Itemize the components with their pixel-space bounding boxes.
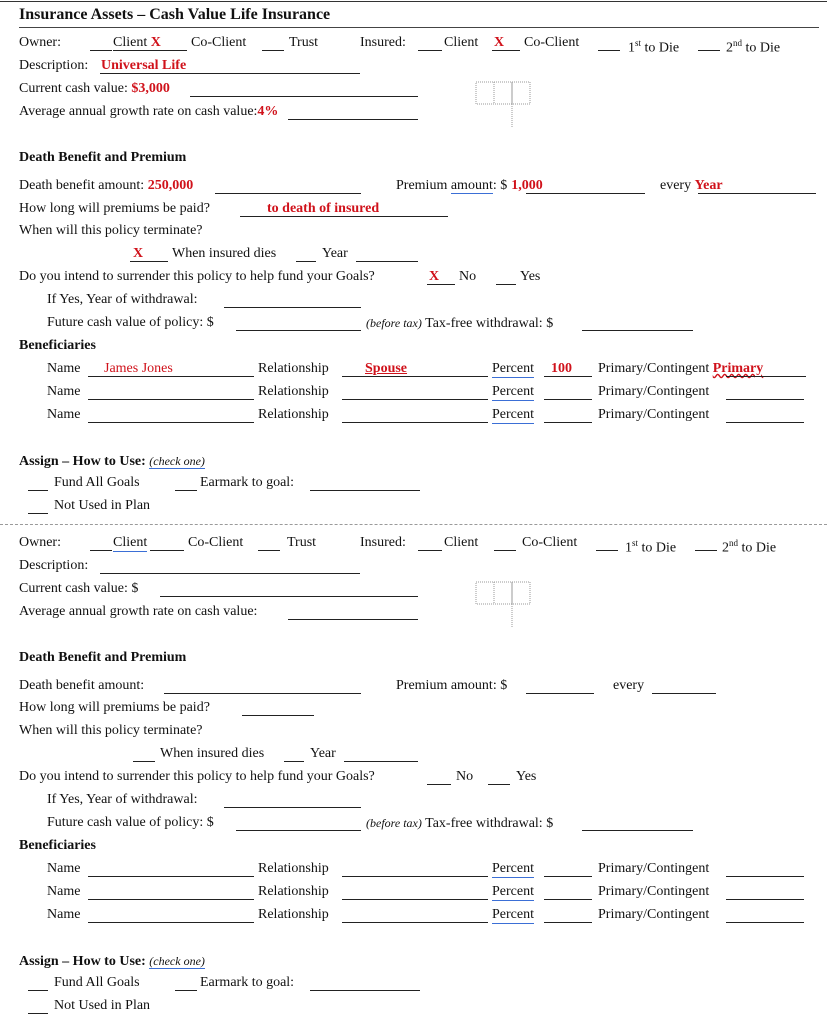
beneficiary-6-relationship-label: Relationship	[258, 907, 329, 922]
tax-free-withdrawal-label: (before tax) Tax-free withdrawal: $	[366, 316, 554, 331]
insured-co-client-option-2[interactable]: Co-Client	[522, 535, 578, 550]
beneficiary-1-relationship-value[interactable]: Spouse	[365, 361, 408, 376]
premium-frequency: every Year	[660, 178, 723, 193]
when-insured-dies-option[interactable]: When insured dies	[172, 246, 277, 261]
death-benefit-heading-2: Death Benefit and Premium	[19, 650, 187, 665]
beneficiary-5-name-label: Name	[47, 884, 81, 899]
beneficiary-1-name-value[interactable]: James Jones	[104, 361, 173, 376]
assign-heading: Assign – How to Use: (check one)	[19, 454, 205, 469]
beneficiary-5-relationship-label: Relationship	[258, 884, 329, 899]
when-insured-dies-option-2[interactable]: When insured dies	[160, 746, 265, 761]
beneficiary-1-name-label: Name	[47, 361, 81, 376]
owner-label-2: Owner:	[19, 535, 61, 550]
second-to-die-option[interactable]: 2nd to Die	[726, 38, 781, 56]
beneficiary-5-designation-label: Primary/Contingent	[598, 884, 710, 899]
year-of-withdrawal-label-2: If Yes, Year of withdrawal:	[47, 792, 198, 807]
beneficiary-4-relationship-label: Relationship	[258, 861, 329, 876]
terminate-dies-mark: X	[133, 246, 144, 261]
page-title: Insurance Assets – Cash Value Life Insurance	[19, 6, 331, 23]
first-to-die-option[interactable]: 1st to Die	[628, 38, 680, 56]
beneficiary-2-percent-label: Percent	[492, 384, 534, 399]
worksheet-grid-icon	[475, 80, 535, 130]
beneficiary-2-name-label: Name	[47, 384, 81, 399]
cash-value-value[interactable]: $3,000	[131, 81, 170, 96]
beneficiary-3-designation-label: Primary/Contingent	[598, 407, 710, 422]
terminate-year-option[interactable]: Year	[322, 246, 348, 261]
future-cash-value-label-2: Future cash value of policy: $	[47, 815, 214, 830]
not-used-in-plan-option-2[interactable]: Not Used in Plan	[54, 998, 151, 1013]
beneficiary-6-percent-label: Percent	[492, 907, 534, 922]
beneficiary-1-designation-label: Primary/Contingent Primary	[598, 361, 764, 376]
earmark-goal-option-2[interactable]: Earmark to goal:	[200, 975, 295, 990]
insured-client-option-2[interactable]: Client	[444, 535, 479, 550]
surrender-no-option[interactable]: No	[459, 269, 477, 284]
tax-free-withdrawal-label-2: (before tax) Tax-free withdrawal: $	[366, 816, 554, 831]
insured-co-client-mark: X	[494, 35, 505, 50]
premium-value[interactable]: 1,000	[511, 178, 543, 193]
beneficiary-1-percent-value[interactable]: 100	[551, 361, 572, 376]
surrender-no-option-2[interactable]: No	[456, 769, 474, 784]
insured-label-2: Insured:	[360, 535, 406, 550]
future-cash-value-label: Future cash value of policy: $	[47, 315, 214, 330]
insured-client-option[interactable]: Client	[444, 35, 479, 50]
surrender-question-2: Do you intend to surrender this policy to help fund your Goals?	[19, 769, 375, 784]
cash-value-label-2: Current cash value: $	[19, 581, 139, 596]
growth-label: Average annual growth rate on cash value:4%	[19, 104, 279, 119]
second-to-die-option-2[interactable]: 2nd to Die	[722, 538, 777, 556]
beneficiary-4-designation-label: Primary/Contingent	[598, 861, 710, 876]
beneficiary-1-designation-value[interactable]: Primary	[712, 361, 764, 376]
policy-divider	[0, 524, 827, 525]
earmark-goal-option[interactable]: Earmark to goal:	[200, 475, 295, 490]
beneficiary-3-name-label: Name	[47, 407, 81, 422]
insured-label: Insured:	[360, 35, 406, 50]
premiums-paid-label-2: How long will premiums be paid?	[19, 700, 210, 715]
beneficiary-1-relationship-label: Relationship	[258, 361, 329, 376]
death-benefit-heading: Death Benefit and Premium	[19, 150, 187, 165]
terminate-label: When will this policy terminate?	[19, 223, 203, 238]
insured-co-client-option[interactable]: Co-Client	[524, 35, 580, 50]
premiums-paid-label: How long will premiums be paid?	[19, 201, 210, 216]
worksheet-grid-icon-2	[475, 580, 535, 630]
owner-client-mark: X	[150, 35, 161, 50]
growth-label-2: Average annual growth rate on cash value:	[19, 604, 258, 619]
beneficiary-3-relationship-label: Relationship	[258, 407, 329, 422]
premium-label: Premium amount: $ 1,000	[396, 178, 543, 193]
beneficiary-6-name-label: Name	[47, 907, 81, 922]
title-rule	[19, 27, 819, 28]
year-of-withdrawal-label: If Yes, Year of withdrawal:	[47, 292, 198, 307]
owner-co-client-option-2[interactable]: Co-Client	[188, 535, 244, 550]
top-rule	[0, 1, 827, 2]
beneficiary-5-percent-label: Percent	[492, 884, 534, 899]
description-label: Description:	[19, 58, 89, 73]
growth-value[interactable]: 4%	[257, 104, 279, 119]
terminate-label-2: When will this policy terminate?	[19, 723, 203, 738]
surrender-yes-option-2[interactable]: Yes	[516, 769, 537, 784]
description-value[interactable]: Universal Life	[101, 58, 187, 73]
premium-frequency-2: every	[613, 678, 645, 693]
premium-frequency-value[interactable]: Year	[694, 178, 723, 193]
owner-trust-option[interactable]: Trust	[289, 35, 319, 50]
owner-co-client-option[interactable]: Co-Client	[191, 35, 247, 50]
assign-heading-2: Assign – How to Use: (check one)	[19, 954, 205, 969]
beneficiary-4-name-label: Name	[47, 861, 81, 876]
beneficiary-3-percent-label: Percent	[492, 407, 534, 422]
death-benefit-label-2: Death benefit amount:	[19, 678, 145, 693]
death-benefit-value[interactable]: 250,000	[147, 178, 194, 193]
beneficiary-1-percent-label: Percent	[492, 361, 534, 376]
beneficiaries-heading-2: Beneficiaries	[19, 838, 96, 853]
beneficiary-6-designation-label: Primary/Contingent	[598, 907, 710, 922]
not-used-in-plan-option[interactable]: Not Used in Plan	[54, 498, 151, 513]
owner-trust-option-2[interactable]: Trust	[287, 535, 317, 550]
owner-label: Owner:	[19, 35, 61, 50]
beneficiary-2-relationship-label: Relationship	[258, 384, 329, 399]
first-to-die-option-2[interactable]: 1st to Die	[625, 538, 677, 556]
beneficiary-2-designation-label: Primary/Contingent	[598, 384, 710, 399]
terminate-year-option-2[interactable]: Year	[310, 746, 336, 761]
fund-all-goals-option-2[interactable]: Fund All Goals	[54, 975, 140, 990]
surrender-no-mark: X	[429, 269, 440, 284]
premium-label-2: Premium amount: $	[396, 678, 508, 693]
surrender-yes-option[interactable]: Yes	[520, 269, 541, 284]
owner-client-option-2[interactable]: Client	[113, 535, 148, 550]
premiums-paid-value[interactable]: to death of insured	[267, 201, 380, 216]
beneficiary-4-percent-label: Percent	[492, 861, 534, 876]
death-benefit-label: Death benefit amount: 250,000	[19, 178, 194, 193]
fund-all-goals-option[interactable]: Fund All Goals	[54, 475, 140, 490]
description-label-2: Description:	[19, 558, 89, 573]
owner-client-option[interactable]: Client X	[113, 35, 161, 50]
surrender-question: Do you intend to surrender this policy to help fund your Goals?	[19, 269, 375, 284]
beneficiaries-heading: Beneficiaries	[19, 338, 96, 353]
cash-value-label: Current cash value: $3,000	[19, 81, 170, 96]
